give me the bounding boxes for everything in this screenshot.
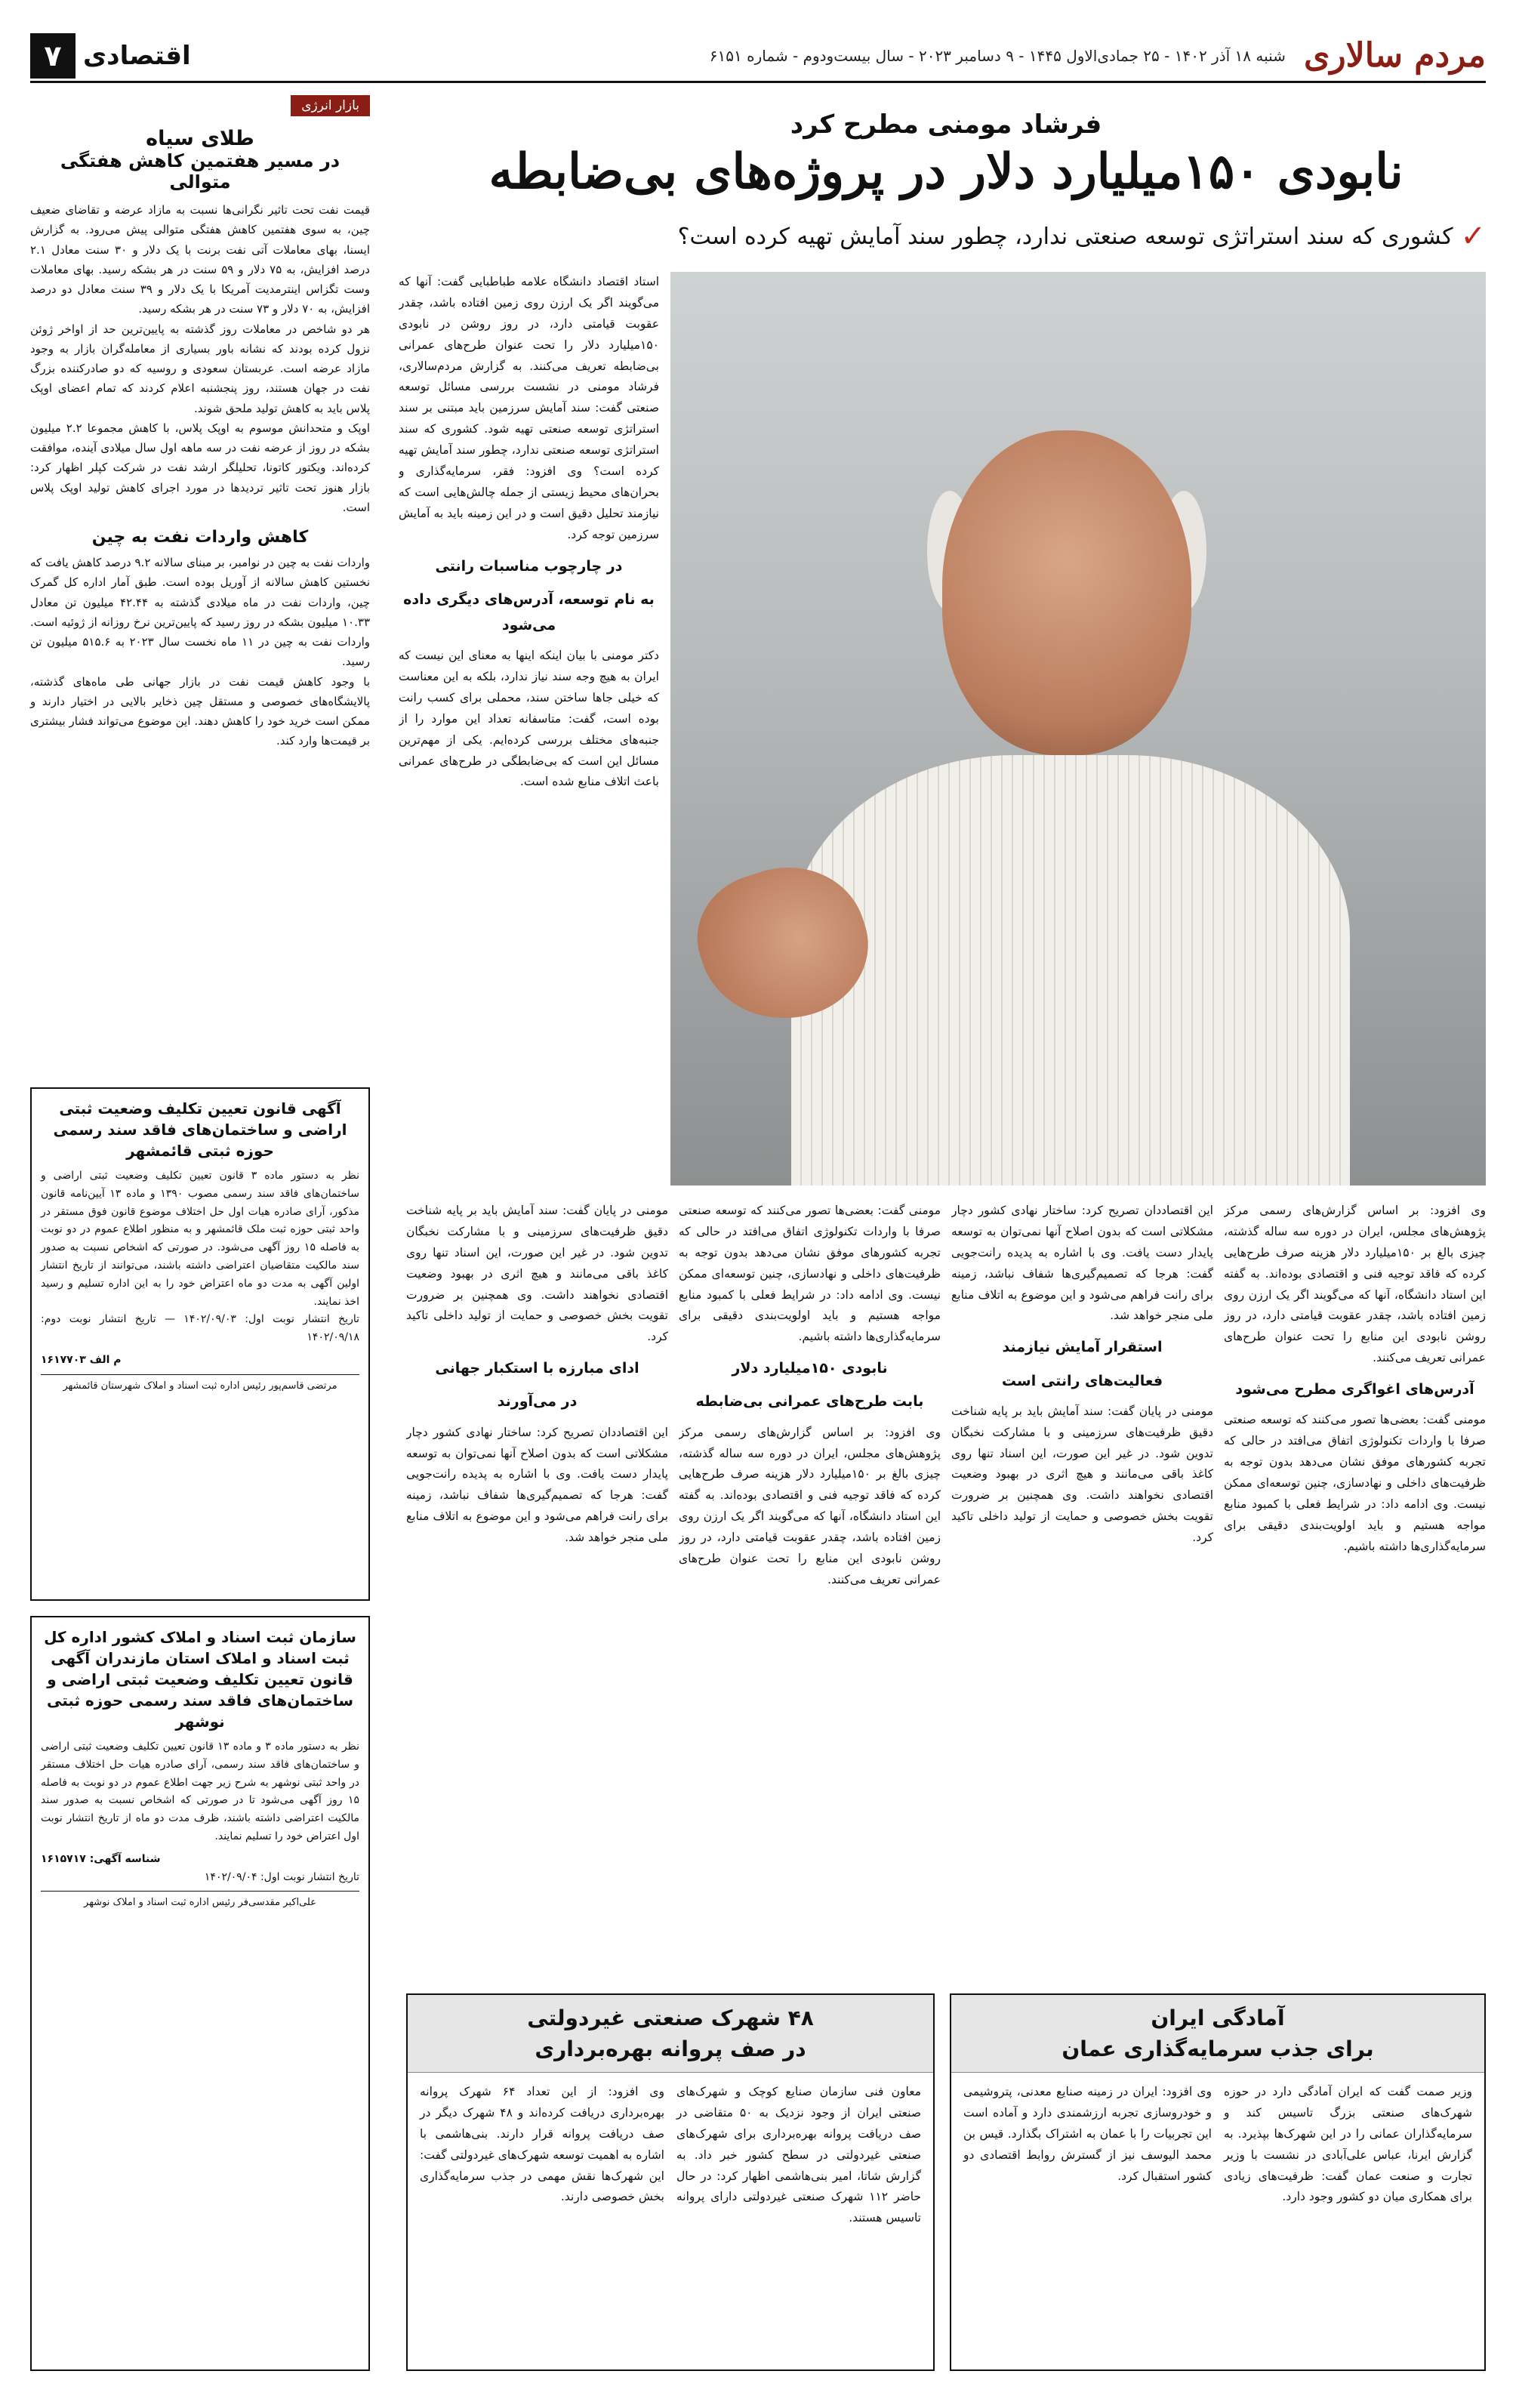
intertitle: در چارچوب مناسبات رانتی (435, 557, 623, 575)
dateline: شنبه ۱۸ آذر ۱۴۰۲ - ۲۵ جمادی‌الاول ۱۴۴۵ - ۹ دسامبر ۲۰۲۳ - سال بیست‌ودوم - شماره ۶۱۵۱ (709, 46, 1286, 65)
brand-logo: مردم سالاری (1303, 36, 1486, 75)
box-paragraph: وزیر صمت گفت که ایران آمادگی دارد در حوزه شهرک‌های صنعتی بزرگ تاسیس کند و سرمایه‌گذاران عمانی را در این شهرک‌ها بپذیرد. به گزارش ایرنا، عباس علی‌آبادی در نشست با وزیر تجارت و صنعت عمان گفت: ظرفیت‌های زیادی برای همکاری میان دو کشور وجود دارد. (1224, 2085, 1472, 2204)
notice-signature: علی‌اکبر مقدسی‌فر رئیس اداره ثبت اسناد و املاک نوشهر (41, 1891, 359, 1911)
market-paragraph: هر دو شاخص در معاملات روز گذشته به پایین‌ترین حد از اواخر ژوئن نزول کرده بودند که نشانه باور بسیاری از معامله‌گران بازار به وجود مازاد عرضه است. عربستان سعودی و روسیه که دو صادرکننده بزرگ نفت در جهان هستند، روز پنجشنبه اعلام کردند که تمام اعضای اوپک پلاس باید به کاهش تولید ملحق شوند. (30, 322, 370, 415)
section-name: اقتصادی (83, 40, 191, 71)
intertitle: ادای مبارزه با استکبار جهانی (435, 1360, 639, 1377)
intertitle: فعالیت‌های رانتی است (1001, 1372, 1163, 1389)
notice-code: شناسه آگهی: ۱۶۱۵۷۱۷ (41, 1852, 161, 1865)
intertitle: آدرس‌های اغواگری مطرح می‌شود (1235, 1381, 1474, 1398)
body-paragraph: مومنی گفت: بعضی‌ها تصور می‌کنند که توسعه صنعتی صرفا با واردات تکنولوژی اتفاق می‌افتد در حالی که تجربه کشورهای موفق نشان می‌دهد بدون توجه به ظرفیت‌های داخلی و نهادسازی، چنین توسعه‌ای ممکن نیست. وی ادامه داد: در شرایط فعلی با کمبود منابع مواجه هستیم و باید اولویت‌بندی دقیقی برای سرمایه‌گذاری‌ها داشته باشیم. (1224, 1413, 1486, 1553)
photo-shirt (791, 755, 1350, 1186)
body-paragraph: دکتر مومنی با بیان اینکه اینها به معنای این نیست که ایران به هیچ وجه سند نیاز ندارد، بلکه به این معناست که خیلی جاها ساختن سند، محملی برای کسب رانت بوده است، گفت: متاسفانه تعداد این موارد را از جنبه‌های مختلف بررسی کرده‌ایم. یکی از مهم‌ترین مسائل این است که بی‌ضابطگی در طرح‌های عمرانی باعث اتلاف منابع شده است. (399, 649, 659, 789)
page-number: ۷ (30, 33, 75, 79)
box-subtitle: برای جذب سرمایه‌گذاری عمان (951, 2033, 1484, 2073)
lead-paragraph: استاد اقتصاد دانشگاه علامه طباطبایی گفت: آنها که می‌گویند اگر یک ارزن روی زمین افتاده باشد، چقدر عقوبت قیامتی دارد، در روز روشن در نابودی ۱۵۰میلیارد دلار را تحت عنوان طرح‌های عمرانی بی‌ضابطه تعریف می‌کنند. به گزارش مردم‌سالاری، فرشاد مومنی در نشست بررسی مسائل توسعه صنعتی گفت: سند آمایش سرزمین باید مبتنی بر سند استراتژی توسعه صنعتی تهیه شود. کشوری که سند استراتژی توسعه صنعتی ندارد، چطور سند آمایش تهیه کرده است؟ وی افزود: فقر، سرمایه‌گذاری و بحران‌های محیط زیستی از جمله چالش‌هایی است که نیازمند تحلیل دقیق است و در این زمینه باید به آمایش سرزمین توجه کرد. (399, 275, 659, 541)
article-column (406, 1201, 668, 1971)
box-paragraph: وی افزود: از این تعداد ۶۴ شهرک پروانه بهره‌برداری دریافت کرده‌اند و ۴۸ شهرک دیگر در صف دریافت پروانه قرار دارند. بنی‌هاشمی با اشاره به اهمیت توسعه شهرک‌های غیردولتی گفت: این شهرک‌ها نقش مهمی در جذب سرمایه‌گذاری بخش خصوصی دارند. (420, 2085, 665, 2204)
article-subhead (406, 219, 1486, 254)
article-lead-column (399, 272, 659, 793)
article-column (679, 1201, 941, 1971)
subhead-text: کشوری که سند استراتژی توسعه صنعتی ندارد، چطور سند آمایش تهیه کرده است؟ (677, 223, 1453, 250)
notice-code: م الف ۱۶۱۷۷۰۳ (41, 1353, 122, 1366)
box-paragraph: معاون فنی سازمان صنایع کوچک و شهرک‌های صنعتی ایران از وجود نزدیک به ۵۰ متقاضی در صف دریافت پروانه بهره‌برداری برای شهرک‌های صنعتی غیردولتی در سطح کشور خبر داد. به گزارش شاتا، امیر بنی‌هاشمی اظهار کرد: در حال حاضر ۱۱۲ شهرک صنعتی غیردولتی دارای پروانه تاسیس هستند. (676, 2085, 922, 2225)
intertitle: استقرار آمایش نیازمند (1002, 1339, 1163, 1356)
market-paragraph: قیمت نفت تحت تاثیر نگرانی‌ها نسبت به مازاد عرضه و تقاضای ضعیف چین، به سوی هفتمین کاهش هفتگی متوالی پیش می‌رود. به گزارش ایسنا، بهای معاملات آتی نفت برنت با یک دلار و ۳۰ سنت معادل ۲.۱ درصد افزایش، به ۷۵ دلار و ۵۹ سنت در هر بشکه رسید. بهای معاملات وست تگزاس اینترمدیت آمریکا با یک دلار و ۳۹ سنت معادل دو درصد افزایش، به ۷۰ دلار و ۷۳ سنت در هر بشکه رسید. (30, 203, 370, 316)
market-subtitle: در مسیر هفتمین کاهش هفتگی متوالی (60, 150, 340, 193)
notice-title: آگهی قانون تعیین تکلیف وضعیت ثبتی اراضی و ساختمان‌های فاقد سند رسمی حوزه ثبتی قائمشهر (53, 1099, 347, 1160)
notice-body: نظر به دستور ماده ۳ و ماده ۱۳ قانون تعیین تکلیف وضعیت ثبتی اراضی و ساختمان‌های فاقد سند رسمی، آرای صادره هیات حل اختلاف مستقر در واحد ثبتی نوشهر به شرح زیر جهت اطلاع عموم در دو نوبت به فاصله ۱۵ روز آگهی می‌شود تا در صورتی که اشخاص نسبت به صدور سند مالکیت اعتراضی داشته باشند، ظرف مدت دو ماه از تاریخ انتشار نوبت اول اعتراض خود را تسلیم نمایند. (41, 1740, 359, 1842)
portrait-photo (670, 272, 1486, 1186)
section-label (30, 33, 191, 79)
news-box-oman (950, 1993, 1486, 2371)
notice-body: نظر به دستور ماده ۳ قانون تعیین تکلیف وضعیت ثبتی اراضی و ساختمان‌های فاقد سند رسمی مصوب ۱۳۹۰ و ماده ۱۳ آیین‌نامه قانون مذکور، آرای صادره هیات اول حل اختلاف موضوع قانون فوق مستقر در واحد ثبتی حوزه ثبت ملک قائمشهر و به منظور اطلاع عموم در دو نوبت به فاصله ۱۵ روز آگهی می‌شود. در صورتی که اشخاص نسبت به صدور سند مالکیت متقاضیان اعتراضی داشته باشند، می‌توانند از تاریخ انتشار اولین آگهی به مدت دو ماه اعتراض خود را به این اداره تسلیم و رسید اخذ نمایند. (41, 1170, 359, 1308)
market-paragraph: اوپک و متحدانش موسوم به اوپک پلاس، با کاهش مجموعا ۲.۲ میلیون بشکه در روز از عرضه نفت در سه ماهه اول سال میلادی آینده، موافقت کرده‌اند. ویکتور کاتونا، تحلیلگر ارشد نفت در شرکت کپلر اظهار کرد: بازار هنوز تحت تاثیر تردیدها در مورد اجرای کاهش تولید اوپک پلاس است. (30, 421, 370, 514)
box-subtitle: در صف پروانه بهره‌برداری (408, 2033, 933, 2073)
notice-signature: مرتضی قاسم‌پور رئیس اداره ثبت اسناد و املاک شهرستان قائمشهر (41, 1374, 359, 1395)
legal-notice (30, 1616, 370, 2371)
photo-head (942, 430, 1191, 755)
article-body (406, 1201, 1486, 1971)
market-column (30, 95, 370, 1069)
intertitle: نابودی ۱۵۰میلیارد دلار (732, 1360, 888, 1377)
box-paragraph: وی افزود: ایران در زمینه صنایع معدنی، پتروشیمی و خودروسازی تجربه ارزشمندی دارد و آماده است این تجربیات را با عمان به اشتراک بگذارد. قیس بن محمد الیوسف نیز از گسترش روابط اقتصادی دو کشور استقبال کرد. (963, 2085, 1212, 2183)
article-kicker: فرشاد مومنی مطرح کرد (790, 109, 1102, 140)
section-tag: بازار انرژی (291, 95, 370, 116)
market-paragraph: واردات نفت به چین در نوامبر، بر مبنای سالانه ۹.۲ درصد کاهش یافت که نخستین کاهش سالانه از آوریل بوده است. طبق آمار اداره کل گمرک چین، واردات نفت در ماه میلادی گذشته به ۴۲.۴۴ میلیون تن معادل ۱۰.۳۳ میلیون بشکه در روز رسید که پایین‌ترین نرخ روزانه از ژوئیه است. واردات نفت به چین در ۱۱ ماه نخست سال ۲۰۲۳ به ۵۱۵.۶ میلیون تن رسید. (30, 556, 371, 669)
article-headline: نابودی ۱۵۰میلیارد دلار در پروژه‌های بی‌ضابطه (488, 143, 1404, 200)
box-title: آمادگی ایران (951, 1995, 1484, 2033)
market-heading: کاهش واردات نفت به چین (91, 528, 309, 547)
body-paragraph: این اقتصاددان تصریح کرد: ساختار نهادی کشور دچار مشکلاتی است که بدون اصلاح آنها نمی‌توان به توسعه پایدار دست یافت. وی با اشاره به پدیده رانت‌جویی گفت: هرجا که تصمیم‌گیری‌ها شفاف نباشد، زمینه برای رانت فراهم می‌شود و این موضوع به اتلاف منابع ملی منجر خواهد شد. (406, 1425, 668, 1545)
intertitle: به نام توسعه، آدرس‌های دیگری داده می‌شود (403, 590, 655, 634)
body-paragraph: مومنی در پایان گفت: سند آمایش باید بر پایه شناخت دقیق ظرفیت‌های سرزمینی و با مشارکت نخبگان تدوین شود. در غیر این صورت، این اسناد تنها روی کاغذ باقی می‌مانند و هیچ اثری در بهبود وضعیت اقتصادی نخواهند داشت. وی همچنین بر ضرورت تقویت بخش خصوصی و حمایت از تولید داخلی تاکید کرد. (406, 1204, 668, 1344)
body-paragraph: مومنی گفت: بعضی‌ها تصور می‌کنند که توسعه صنعتی صرفا با واردات تکنولوژی اتفاق می‌افتد در حالی که تجربه کشورهای موفق نشان می‌دهد بدون توجه به ظرفیت‌های داخلی و نهادسازی، چنین توسعه‌ای ممکن نیست. وی ادامه داد: در شرایط فعلی با کمبود منابع مواجه هستیم و باید اولویت‌بندی دقیقی برای سرمایه‌گذاری‌ها داشته باشیم. (679, 1204, 941, 1344)
body-paragraph: وی افزود: بر اساس گزارش‌های رسمی مرکز پژوهش‌های مجلس، ایران در دوره سه ساله گذشته، چیزی بالغ بر ۱۵۰میلیارد دلار هزینه صرف طرح‌هایی کرده که فاقد توجیه فنی و اقتصادی بوده‌اند. به گفته این استاد دانشگاه، آنها که می‌گویند اگر یک ارزن روی زمین افتاده باشد، چقدر عقوبت قیامتی دارد، در روز روشن نابودی این منابع را تحت عنوان طرح‌های عمرانی تعریف می‌کنند. (679, 1425, 941, 1586)
notice-dates: تاریخ انتشار نوبت اول: ۱۴۰۲/۰۹/۰۳ — تاریخ انتشار نوبت دوم: ۱۴۰۲/۰۹/۱۸ (41, 1313, 359, 1344)
legal-notice (30, 1087, 370, 1601)
box-title: ۴۸ شهرک صنعتی غیردولتی (408, 1995, 933, 2033)
intertitle: بابت طرح‌های عمرانی بی‌ضابطه (695, 1393, 924, 1411)
article-column (951, 1201, 1213, 1971)
body-paragraph: مومنی در پایان گفت: سند آمایش باید بر پایه شناخت دقیق ظرفیت‌های سرزمینی و با مشارکت نخبگان تدوین شود. در غیر این صورت، این اسناد تنها روی کاغذ باقی می‌مانند و هیچ اثری در بهبود وضعیت اقتصادی نخواهند داشت. وی همچنین بر ضرورت تقویت بخش خصوصی و حمایت از تولید داخلی تاکید کرد. (951, 1404, 1213, 1545)
news-box-industrial-parks (406, 1993, 935, 2371)
body-paragraph: وی افزود: بر اساس گزارش‌های رسمی مرکز پژوهش‌های مجلس، ایران در دوره سه ساله گذشته، چیزی بالغ بر ۱۵۰میلیارد دلار هزینه صرف طرح‌هایی کرده که فاقد توجیه فنی و اقتصادی بوده‌اند. به گفته این استاد دانشگاه، آنها که می‌گویند اگر یک ارزن روی زمین افتاده باشد، چقدر عقوبت قیامتی دارد، در روز روشن نابودی این منابع را تحت عنوان طرح‌های عمرانی تعریف می‌کنند. (1224, 1204, 1486, 1365)
box-body (408, 2073, 933, 2238)
check-icon: ✓ (1460, 219, 1486, 254)
article-column (1224, 1201, 1486, 1971)
market-title: طلای سیاه (146, 127, 254, 150)
masthead (30, 30, 1486, 83)
body-paragraph: این اقتصاددان تصریح کرد: ساختار نهادی کشور دچار مشکلاتی است که بدون اصلاح آنها نمی‌توان به توسعه پایدار دست یافت. وی با اشاره به پدیده رانت‌جویی گفت: هرجا که تصمیم‌گیری‌ها شفاف نباشد، زمینه برای رانت فراهم می‌شود و این موضوع به اتلاف منابع ملی منجر خواهد شد. (951, 1204, 1213, 1323)
market-paragraph: با وجود کاهش قیمت نفت در بازار جهانی طی ماه‌های گذشته، پالایشگاه‌های خصوصی و مستقل چین ذخایر بالایی در اختیار دارند و ممکن است خرید خود را کاهش دهند. این موضوع می‌تواند فشار بیشتری بر قیمت‌ها وارد کند. (30, 674, 370, 748)
notice-dates: تاریخ انتشار نوبت اول: ۱۴۰۲/۰۹/۰۴ (204, 1870, 359, 1883)
notice-title: سازمان ثبت اسناد و املاک کشور اداره کل ثبت اسناد و املاک استان مازندران آگهی قانون تعیین تکلیف وضعیت ثبتی اراضی و ساختمان‌های فاقد سند رسمی حوزه ثبتی نوشهر (44, 1628, 356, 1731)
intertitle: در می‌آورند (497, 1393, 578, 1411)
box-body (951, 2073, 1484, 2217)
